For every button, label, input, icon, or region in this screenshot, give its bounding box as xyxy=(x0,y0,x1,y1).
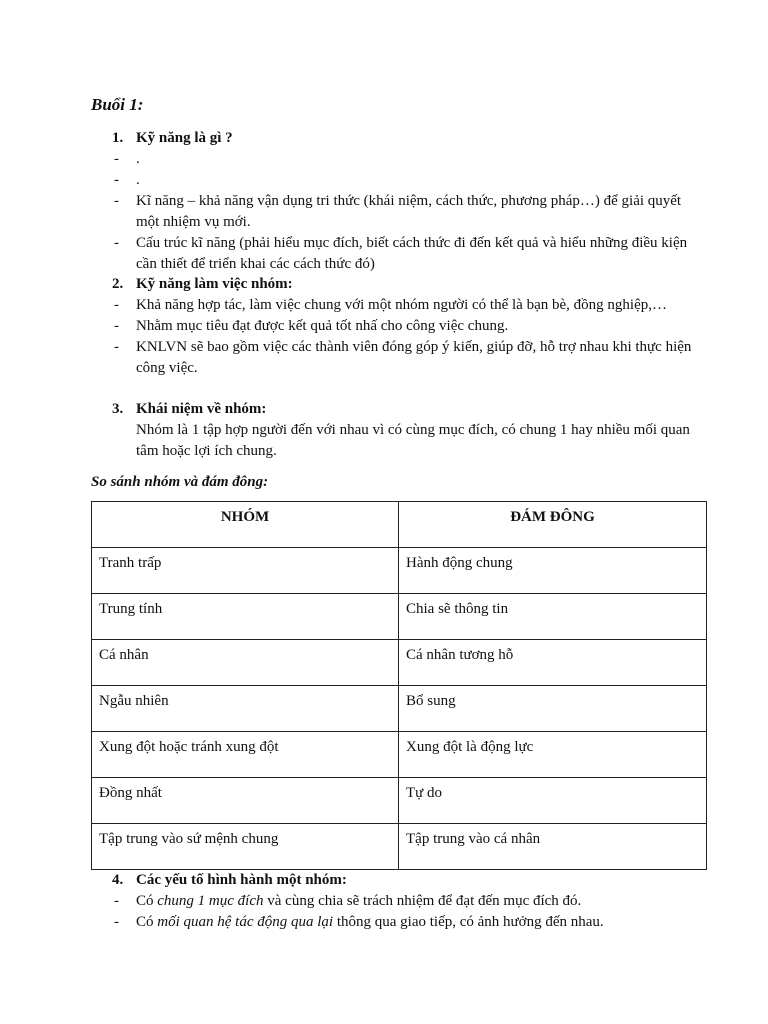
list-item: - Nhằm mục tiêu đạt được kết quả tốt nhấ cho công việc chung. xyxy=(114,318,509,334)
list-item-emphasis: mối quan hệ tác động qua lại xyxy=(157,914,334,930)
bullet-list xyxy=(112,149,692,275)
table-cell: Đồng nhất xyxy=(92,778,399,824)
list-item-text: KNLVN sẽ bao gồm việc các thành viên đóng góp ý kiến, giúp đỡ, hỗ trợ nhau khi thực hiện công việc. xyxy=(136,339,692,376)
table-cell: Trung tính xyxy=(92,594,399,640)
section-number: 3. xyxy=(112,401,124,417)
section-heading xyxy=(112,870,692,891)
table-row xyxy=(92,640,707,686)
section-heading xyxy=(112,399,692,420)
section-title: Các yếu tố hình hành một nhóm: xyxy=(136,872,347,888)
table-cell: Xung đột là động lực xyxy=(399,732,707,778)
comparison-table xyxy=(91,501,707,870)
list-item-suffix: và cùng chia sẽ trách nhiệm để đạt đến mục đích đó. xyxy=(263,893,582,909)
table-cell: Xung đột hoặc tránh xung đột xyxy=(92,732,399,778)
table-cell: Tập trung vào cá nhân xyxy=(399,824,707,870)
table-header-row xyxy=(92,502,707,548)
list-item-prefix: Có xyxy=(136,914,158,930)
section-number: 1. xyxy=(112,130,124,146)
list-item-text: Cấu trúc kĩ năng (phải hiểu mục đích, biết cách thức đi đến kết quả và hiểu những điều kiện cần thiết để triển khai các cách thức đó) xyxy=(136,235,688,272)
table-cell: Tự do xyxy=(399,778,707,824)
section-heading xyxy=(112,128,692,149)
table-cell: Cá nhân xyxy=(92,640,399,686)
table-row xyxy=(92,824,707,870)
list-item: - Có chung 1 mục đích và cùng chia sẽ trách nhiệm để đạt đến mục đích đó. xyxy=(114,893,582,909)
list-item-suffix: thông qua giao tiếp, có ảnh hưởng đến nhau. xyxy=(333,914,604,930)
list-item-text: . xyxy=(136,172,140,188)
section-paragraph: Nhóm là 1 tập hợp người đến với nhau vì có cùng mục đích, có chung 1 hay nhiều mối quan tâm hoặc lợi ích chung. xyxy=(136,422,690,459)
list-item: - KNLVN sẽ bao gồm việc các thành viên đóng góp ý kiến, giúp đỡ, hỗ trợ nhau khi thực hiện công việc. xyxy=(114,339,692,376)
column-header-group: NHÓM xyxy=(92,502,399,548)
table-row xyxy=(92,594,707,640)
section-2 xyxy=(112,274,692,379)
table-cell: Ngẫu nhiên xyxy=(92,686,399,732)
section-number: 2. xyxy=(112,276,124,292)
section-title: Khái niệm về nhóm: xyxy=(136,401,267,417)
session-title: Buổi 1: xyxy=(91,95,144,114)
list-item-text: Kĩ năng – khả năng vận dụng tri thức (khái niệm, cách thức, phương pháp…) để giải quyết một nhiệm vụ mới. xyxy=(136,193,682,230)
section-title: Kỹ năng làm việc nhóm: xyxy=(136,276,293,292)
table-row xyxy=(92,548,707,594)
comparison-title: So sánh nhóm và đám đông: xyxy=(91,474,269,490)
table-cell: Cá nhân tương hỗ xyxy=(399,640,707,686)
table-row xyxy=(92,778,707,824)
section-number: 4. xyxy=(112,872,124,888)
list-item: - . xyxy=(114,151,140,167)
section-4 xyxy=(112,870,692,933)
column-header-crowd: ĐÁM ĐÔNG xyxy=(399,502,707,548)
list-item: - Cấu trúc kĩ năng (phải hiểu mục đích, biết cách thức đi đến kết quả và hiểu những điều kiện cần thiết để triển khai các cách thức đó) xyxy=(114,235,688,272)
list-item-text: Nhằm mục tiêu đạt được kết quả tốt nhấ cho công việc chung. xyxy=(136,318,509,334)
list-item: - Khả năng hợp tác, làm việc chung với một nhóm người có thể là bạn bè, đồng nghiệp,… xyxy=(114,297,667,313)
table-cell: Bổ sung xyxy=(399,686,707,732)
table-cell: Chia sẽ thông tin xyxy=(399,594,707,640)
list-item: - . xyxy=(114,172,140,188)
list-item-text: . xyxy=(136,151,140,167)
table-row xyxy=(92,732,707,778)
section-heading xyxy=(112,274,692,295)
list-item: - Có mối quan hệ tác động qua lại thông qua giao tiếp, có ảnh hưởng đến nhau. xyxy=(114,914,604,930)
bullet-list xyxy=(112,295,692,379)
table-row xyxy=(92,686,707,732)
list-item-emphasis: chung 1 mục đích xyxy=(157,893,264,909)
list-item-prefix: Có xyxy=(136,893,158,909)
list-item: - Kĩ năng – khả năng vận dụng tri thức (khái niệm, cách thức, phương pháp…) để giải quyết một nhiệm vụ mới. xyxy=(114,193,682,230)
section-1 xyxy=(112,128,692,275)
section-3 xyxy=(112,399,692,462)
table-cell: Hành động chung xyxy=(399,548,707,594)
bullet-list xyxy=(112,891,692,933)
list-item-text: Khả năng hợp tác, làm việc chung với một nhóm người có thể là bạn bè, đồng nghiệp,… xyxy=(136,297,667,313)
table-cell: Tập trung vào sứ mệnh chung xyxy=(92,824,399,870)
section-title: Kỹ năng là gì ? xyxy=(136,130,233,146)
table-cell: Tranh trấp xyxy=(92,548,399,594)
